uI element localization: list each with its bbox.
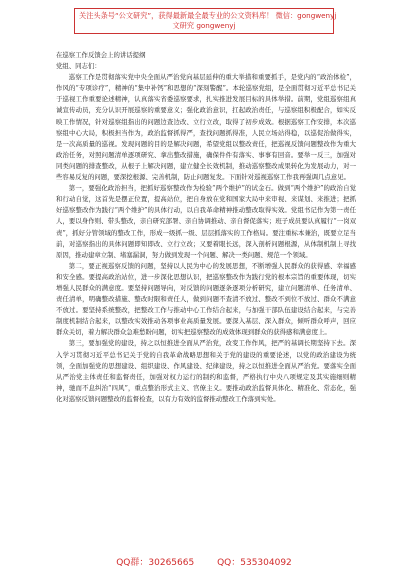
document-title: 在巡察工作反馈会上的讲话提纲	[56, 51, 146, 59]
document-body	[56, 50, 356, 405]
banner-line-secondary: 文研究 gongwenyj	[172, 21, 236, 30]
top-banner	[74, 8, 337, 34]
paragraph: 第三，要加强党的建设，持之以恒推进全面从严治党，改变工作作风，把严的基调长期坚持下去。深入学习贯彻习近平总书记关于党的自我革命战略思想和关于党的建设的重要论述，以党的政治建设为统领，全面加强党的思想建设、组织建设、作风建设、纪律建设，持之以恒推进全面从严治党。要落实全面从严治党主体责任和监督责任，加强对权力运行的制约和监督，严格执行中央八项规定及其实施细则精神，驰而不息纠治“四风”，重点整治形式主义、官僚主义。要推动政治监督具体化、精准化、常态化，强化对巡察反馈问题整改的监督检查，以有力有效的监督推动整改工作落到实处。	[56, 339, 356, 403]
paragraph: 第一，要强化政治担当，把抓好巡察整改作为检验“两个维护”的试金石。做到“两个维护”的政治自觉和行动自觉，这首先是摆正位置，提高站位，把自身放在党和国家大局中来审视、来谋划、来推进；把抓好巡察整改作为践行“两个维护”的具体行动，以自我革命精神推动整改取得实效。党组书记作为第一责任人，要以身作则、带头整改，亲自研究部署、亲自协调推动、亲自督促落实；班子成员要认真履行“一岗双责”，抓好分管领域的整改工作，形成一级抓一级、层层抓落实的工作格局。要注重标本兼治，既要立足当前，对巡察指出的具体问题即知即改、立行立改；又要着眼长远，深入剖析问题根源，从体制机制上寻找原因，推动建章立制、堵塞漏洞，努力做到发现一个问题、解决一类问题、规范一个领域。	[56, 184, 356, 259]
paragraph: 第二，要正视巡察反馈的问题，坚持以人民为中心的发展思想，不断增强人民群众的获得感、幸福感和安全感。要提高政治站位，进一步深化思想认识，把巡察整改作为践行党的根本宗旨的重要体现，切实增强人民群众的满意度。要坚持问题导向，对反馈的问题逐条逐项分析研究，建立问题清单、任务清单、责任清单，明确整改措施、整改时限和责任人，做到问题不查清不放过、整改不到位不放过、群众不满意不放过。要坚持系统整改，把整改工作与推动中心工作结合起来，与加强干部队伍建设结合起来，与完善制度机制结合起来，以整改实效推动各项事业高质量发展。要深入基层、深入群众，倾听群众呼声，回应群众关切，着力解决群众急难愁盼问题，切实把巡察整改的成效体现到群众的获得感和满意度上。	[56, 261, 356, 337]
banner-line: 关注头条号“公文研究”，获得最新最全最专业的公文资料库！ 微信：gongwenyj	[79, 11, 337, 20]
salutation: 党组、同志们：	[56, 62, 101, 71]
qq-group: QQ群：30265665	[116, 558, 195, 568]
footer-contact	[0, 555, 408, 568]
paragraph: 巡察工作是贯彻落实党中央全面从严治党向基层延伸的重大举措和重要抓手，是党内的“政治体检”，作风的“专项诊疗”，精神的“集中补钙”和思想的“深刻警醒”。本轮巡察党组，是全面贯彻习近平总书记关于巡视工作重要论述精神，认真落实省委巡察要求，扎实推进发展目标的具体举措。前期，党组巡察组真诚宣传动员，充分认识开展巡察的重要意义；强化政治意识，扛起政治责任，与巡察组积极配合，如实反映工作情况，针对巡察组指出的问题边查边改、立行立改，取得了初步成效。根据巡察工作安排，本次巡察组中心大局，积极担当作为，政治监督抓得严，查找问题抓得准，人民立场站得稳，以巡促治做得实，是一次高质量的巡视。发现问题的目的是解决问题，希望党组以整改责任，把巡视反馈问题整改作为重大政治任务，对照问题清单逐项研究、拿出整改措施，确保件件有落实、事事有回音。要举一反三，加强对同类问题的排查整改，从根子上解决问题，建立健全长效机制，推动巡察整改成果转化为发展动力，对一些容易反复的问题，要深挖根源、完善机制，防止问题复发。下面针对巡视巡察工作我再强调几点意见。	[56, 73, 356, 182]
qq-number: QQ：535304092	[217, 558, 292, 568]
